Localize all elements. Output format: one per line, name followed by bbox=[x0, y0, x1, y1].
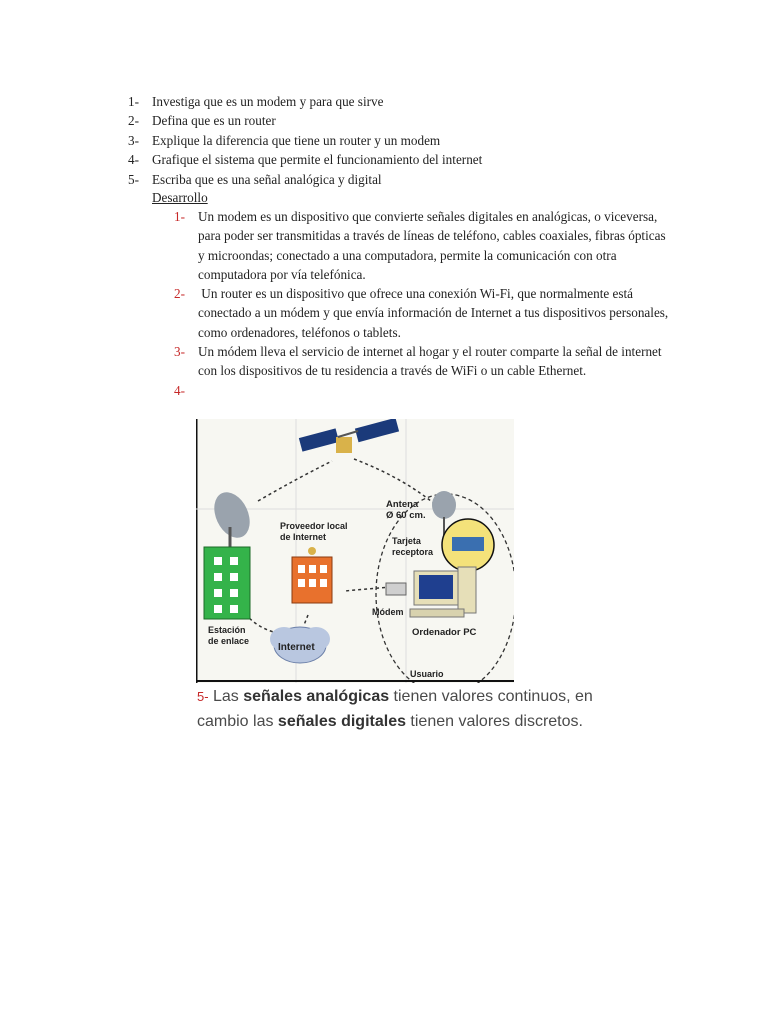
svg-text:Ordenador PC: Ordenador PC bbox=[412, 627, 477, 638]
answer-5: 5- Las señales analógicas tienen valores continuos, en cambio las señales digitales tienen valores discretos. bbox=[197, 688, 598, 730]
svg-text:Tarjeta: Tarjeta bbox=[392, 536, 421, 546]
receiver-card-icon bbox=[442, 519, 494, 571]
computer-icon bbox=[410, 567, 476, 617]
answer-item: 2- Un router es un dispositivo que ofrece una conexión Wi-Fi, que normalmente está conectado a un módem y que envía información de Internet a tus dispositivos personales, como ordenadores, teléfonos o tablets. bbox=[174, 286, 672, 340]
question-item: 1- Investiga que es un modem y para que sirve bbox=[128, 94, 384, 109]
svg-text:Internet: Internet bbox=[278, 642, 315, 653]
answer-item: 3- Un módem lleva el servicio de internet al hogar y el router comparte la señal de internet con los dispositivos de tu residencia a través de WiFi o un cable Ethernet. bbox=[174, 344, 662, 379]
svg-text:Módem: Módem bbox=[372, 607, 404, 617]
svg-text:Antena: Antena bbox=[386, 499, 419, 510]
answers-list bbox=[174, 207, 674, 400]
svg-text:de Internet: de Internet bbox=[280, 532, 327, 542]
svg-text:Estación: Estación bbox=[208, 625, 246, 635]
question-item: 5- Escriba que es una señal analógica y digital bbox=[128, 171, 382, 187]
questions-list bbox=[128, 92, 688, 189]
modem-icon bbox=[386, 583, 406, 595]
question-item: 4- Grafique el sistema que permite el funcionamiento del internet bbox=[128, 152, 483, 168]
answer-item: 4- bbox=[174, 382, 185, 398]
svg-text:receptora: receptora bbox=[392, 547, 434, 557]
answer-item: 1- Un modem es un dispositivo que convierte señales digitales en analógicas, o viceversa, para poder ser transmitidas a través de líneas de teléfono, cables coaxiales, fibras ópticas y microondas; conectado a una computadora, permite la comunicación con otra computadora por vía telefónica. bbox=[174, 209, 666, 282]
building-icon bbox=[204, 547, 250, 619]
development-heading: Desarrollo bbox=[152, 190, 208, 205]
diagram-svg bbox=[196, 419, 514, 683]
svg-text:Ø 60 cm.: Ø 60 cm. bbox=[386, 510, 426, 521]
question-item: 2- Defina que es un router bbox=[128, 113, 276, 129]
svg-text:Proveedor local: Proveedor local bbox=[280, 521, 348, 531]
svg-text:de enlace: de enlace bbox=[208, 636, 250, 646]
internet-system-diagram bbox=[196, 419, 514, 683]
question-item: 3- Explique la diferencia que tiene un router y un modem bbox=[128, 132, 441, 148]
svg-text:Usuario: Usuario bbox=[410, 669, 444, 679]
